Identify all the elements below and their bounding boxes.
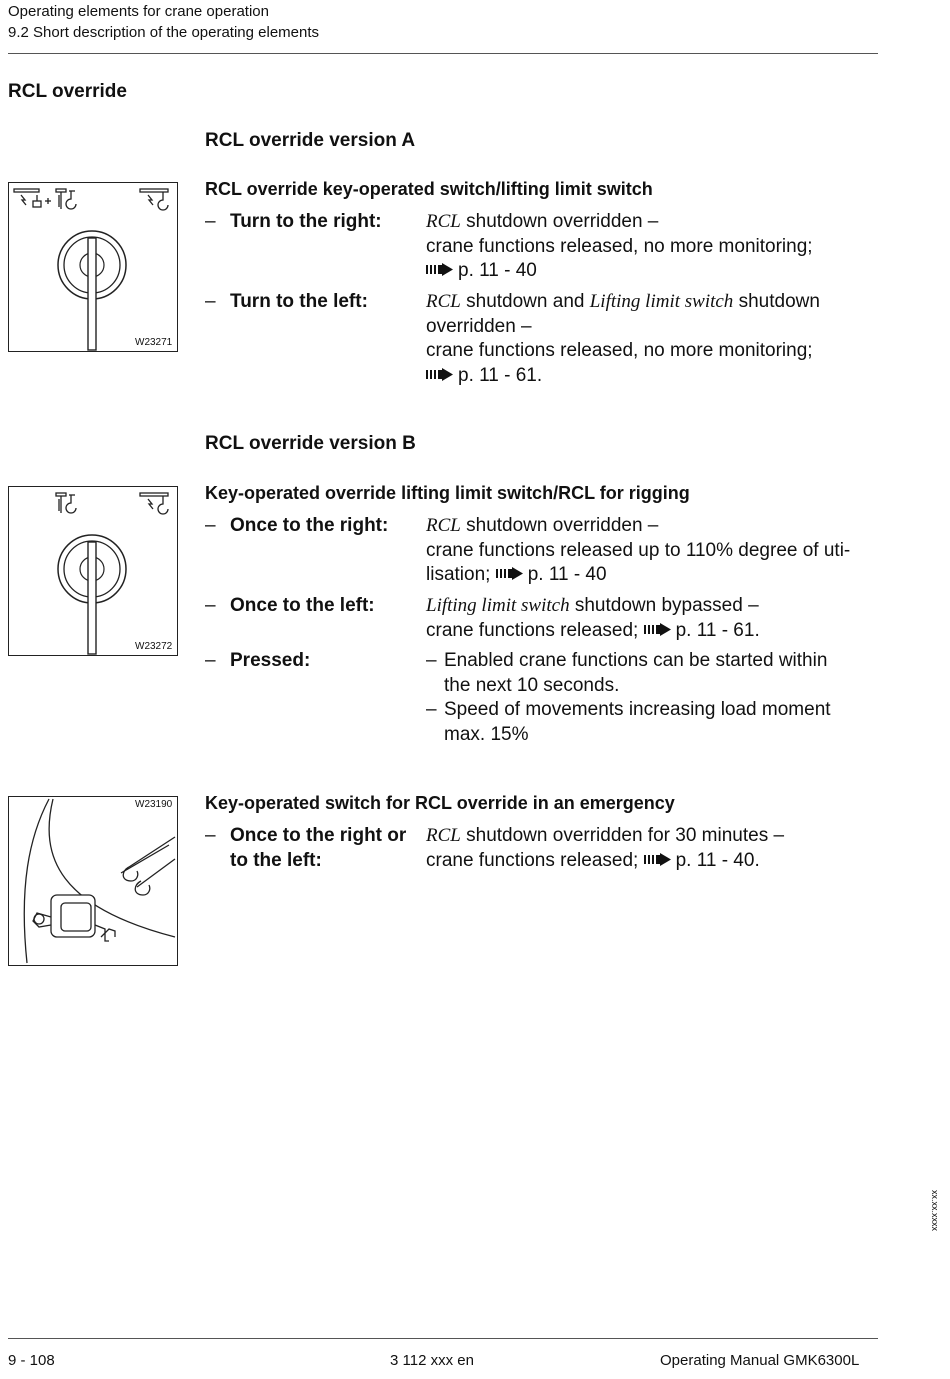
desc-once-right [426, 514, 850, 588]
label-text: Once to the right or [230, 825, 407, 846]
label-once-right-text: Once to the right: [230, 515, 389, 536]
page-reference[interactable] [496, 564, 607, 585]
desc-text: shutdown overridden for 30 minutes – [460, 825, 785, 846]
page-reference[interactable] [426, 364, 820, 389]
page-reference[interactable] [644, 620, 760, 641]
desc-turn-right [426, 210, 813, 284]
dash: – [205, 595, 216, 616]
desc-text: max. 15% [444, 723, 529, 745]
page-reference[interactable] [426, 259, 813, 284]
desc-text: shutdown and [460, 291, 590, 312]
footer-doc-number: 3 112 xxx en [390, 1352, 474, 1369]
bullet-dash: – [426, 650, 437, 671]
dash: – [205, 515, 216, 536]
dash: – [205, 211, 216, 232]
desc-text: the next 10 seconds. [444, 674, 620, 696]
desc-pressed [426, 649, 831, 747]
rcl-term: RCL [426, 825, 461, 846]
page-ref-text: p. 11 - 40. [675, 849, 760, 871]
desc-text: crane functions released, no more monitoring; [426, 235, 813, 257]
page-ref-text: p. 11 - 61. [675, 619, 760, 641]
label-pressed [205, 649, 310, 674]
side-date-code: xx.xx.xxxx [930, 1190, 940, 1232]
page-reference[interactable] [644, 850, 760, 871]
label-turn-right [205, 210, 382, 235]
desc-text: lisation; [426, 564, 491, 585]
key-switch-b-illustration [9, 487, 177, 655]
desc-emergency [426, 824, 784, 873]
figure-code-a: W23271 [135, 337, 173, 348]
emergency-item-title: Key-operated switch for RCL override in an emergency [205, 793, 675, 813]
label-turn-right-text: Turn to the right: [230, 211, 382, 232]
footer-manual-title: Operating Manual GMK6300L [660, 1352, 860, 1369]
dash: – [205, 291, 216, 312]
desc-once-left [426, 594, 760, 643]
header-section: 9.2 Short description of the operating elements [8, 24, 320, 41]
emergency-key-illustration [9, 797, 177, 965]
label-once-left [205, 594, 375, 619]
reference-arrow-icon [496, 566, 526, 581]
dash: – [205, 825, 216, 846]
version-b-item-title: Key-operated override lifting limit switch/RCL for rigging [205, 483, 690, 503]
page-ref-text: p. 11 - 40 [527, 564, 607, 585]
footer-page-number: 9 - 108 [8, 1352, 55, 1369]
header-chapter: Operating elements for crane operation [8, 3, 269, 20]
page-ref-text: p. 11 - 40 [458, 260, 537, 281]
page-ref-text: p. 11 - 61. [458, 364, 543, 386]
version-a-item-title: RCL override key-operated switch/lifting limit switch [205, 179, 653, 199]
desc-text: crane functions released; [426, 619, 639, 641]
label-pressed-text: Pressed: [230, 650, 311, 671]
desc-text: crane functions released up to 110% degree of uti- [426, 539, 851, 561]
bullet-item [426, 649, 831, 698]
label-turn-left-text: Turn to the left: [230, 291, 368, 312]
desc-text: Enabled crane functions can be started within [444, 650, 828, 671]
reference-arrow-icon [426, 367, 456, 382]
footer-rule [8, 1338, 878, 1339]
key-switch-a-illustration [9, 183, 177, 351]
figure-code-b: W23272 [135, 641, 173, 652]
label-once-right-or-left [205, 824, 406, 873]
figure-emergency [8, 796, 178, 966]
desc-text: crane functions released, no more monitoring; [426, 340, 813, 361]
reference-arrow-icon [426, 262, 456, 277]
version-b-title: RCL override version B [205, 433, 416, 454]
desc-turn-left [426, 290, 820, 388]
desc-text: shutdown [733, 291, 820, 312]
rcl-term: RCL [426, 211, 461, 232]
desc-text: crane functions released; [426, 849, 639, 871]
desc-text: shutdown overridden – [460, 211, 659, 232]
figure-code-emergency: W23190 [135, 799, 173, 810]
label-once-right [205, 514, 388, 539]
bullet-item [426, 698, 831, 747]
reference-arrow-icon [644, 852, 674, 867]
figure-version-b [8, 486, 178, 656]
rcl-term: RCL [426, 291, 461, 312]
label-text: to the left: [230, 849, 322, 871]
limit-switch-term: Lifting limit switch [426, 595, 570, 616]
desc-text: overridden – [426, 315, 532, 337]
reference-arrow-icon [644, 622, 674, 637]
version-a-title: RCL override version A [205, 130, 416, 151]
label-turn-left [205, 290, 368, 315]
figure-version-a [8, 182, 178, 352]
limit-switch-term: Lifting limit switch [589, 291, 734, 312]
label-once-left-text: Once to the left: [230, 595, 375, 616]
header-rule [8, 53, 878, 54]
desc-text: shutdown bypassed – [569, 595, 759, 616]
section-title: RCL override [8, 81, 127, 102]
desc-text: shutdown overridden – [460, 515, 659, 536]
dash: – [205, 650, 216, 671]
rcl-term: RCL [426, 515, 461, 536]
bullet-dash: – [426, 699, 437, 720]
desc-text: Speed of movements increasing load moment [444, 699, 831, 720]
